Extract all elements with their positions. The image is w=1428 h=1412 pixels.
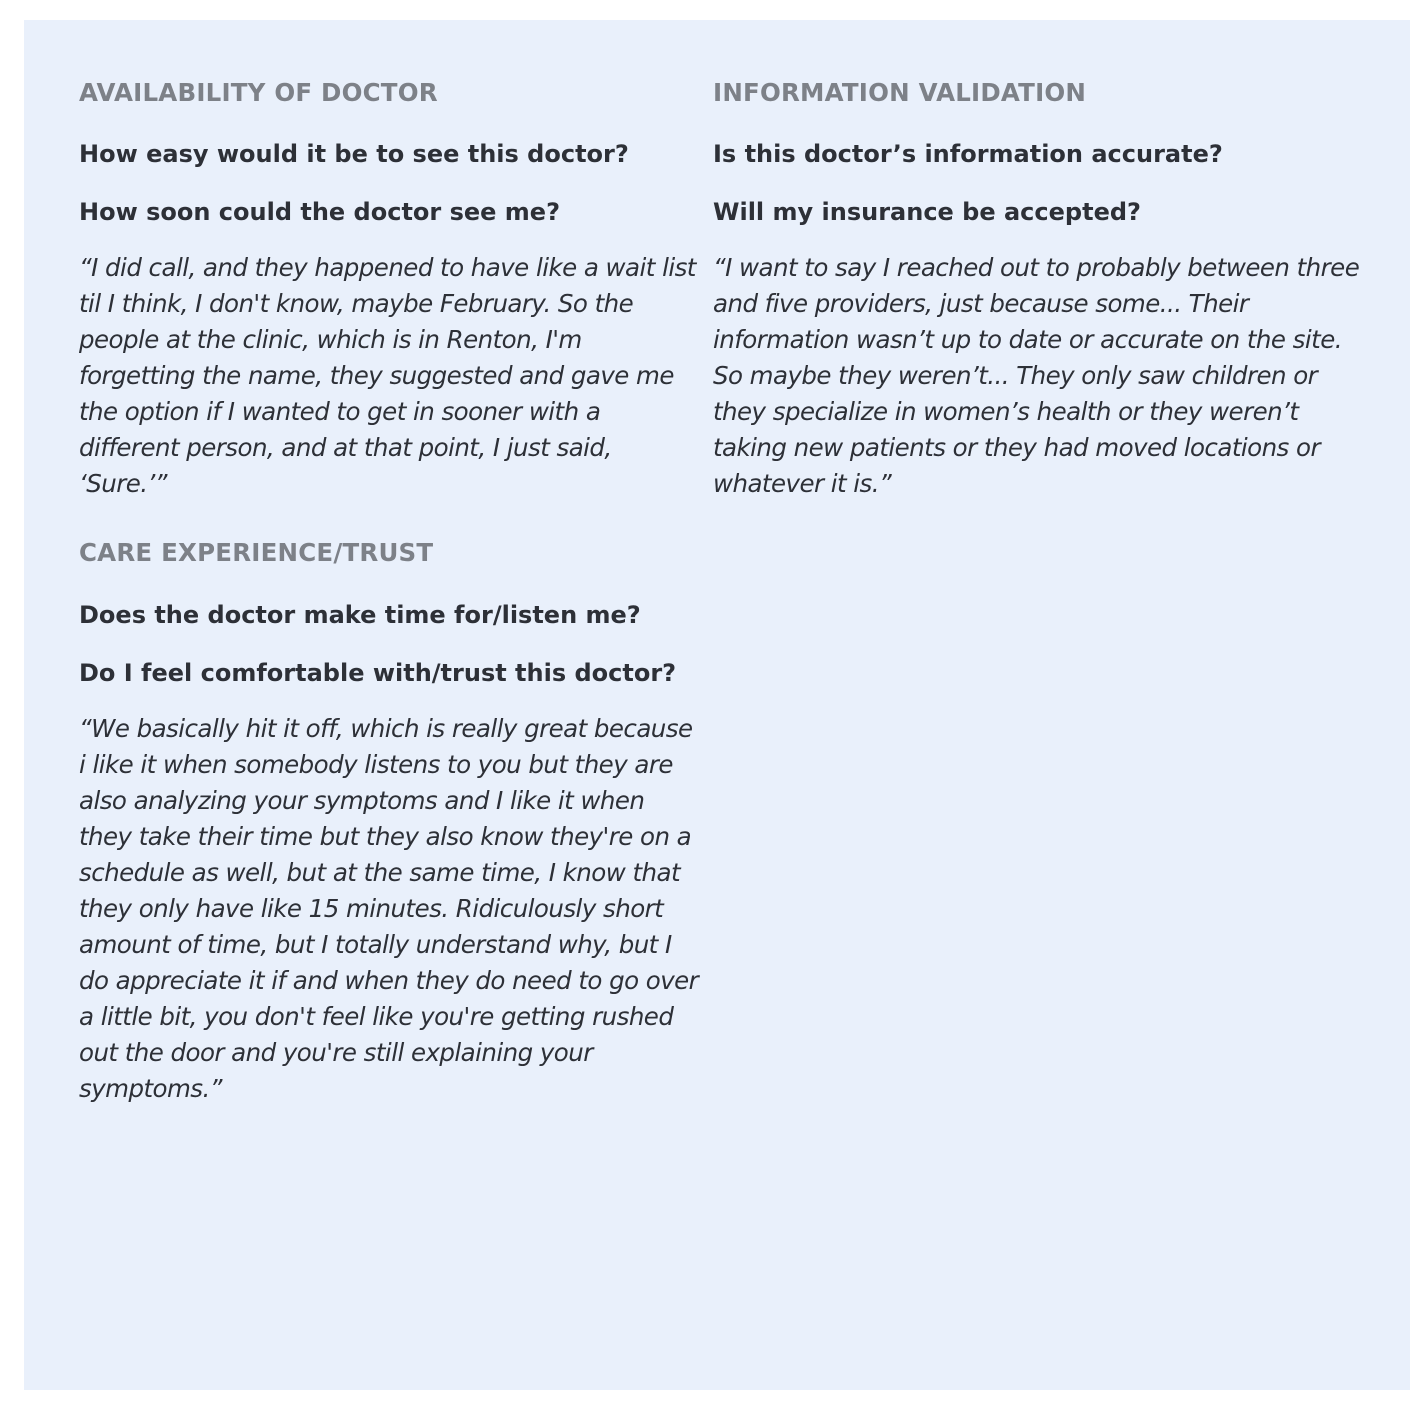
section-availability-of-doctor xyxy=(79,78,704,502)
right-column xyxy=(713,78,1373,538)
question: How easy would it be to see this doctor? xyxy=(79,140,629,169)
quote: “I want to say I reached out to probably between three and five providers, just because some... Their information wasn’t up to date or accurate on the site. So maybe they weren’t... They only saw children or they specialize in women’s health or they weren’t taking new patients or they had moved locations or whatever it is.” xyxy=(713,253,1360,499)
section-heading: AVAILABILITY OF DOCTOR xyxy=(79,78,438,107)
left-column xyxy=(79,78,704,1143)
section-care-experience-trust xyxy=(79,538,704,1106)
question: Does the doctor make time for/listen me? xyxy=(79,600,641,629)
question: Will my insurance be accepted? xyxy=(713,198,1141,227)
section-information-validation xyxy=(713,78,1373,502)
question: Is this doctor’s information accurate? xyxy=(713,140,1223,169)
section-heading: CARE EXPERIENCE/TRUST xyxy=(79,538,434,568)
question: How soon could the doctor see me? xyxy=(79,198,561,227)
section-heading: INFORMATION VALIDATION xyxy=(713,78,1087,107)
content-panel xyxy=(24,20,1410,1390)
question: Do I feel comfortable with/trust this doctor? xyxy=(79,658,677,687)
quote: “I did call, and they happened to have like a wait list til I think, I don't know, maybe February. So the people at the clinic, which is in Renton, I'm forgetting the name, they suggested and gave me the option if I wanted to get in sooner with a different person, and at that point, I just said, ‘Sure.’” xyxy=(79,253,696,499)
quote: “We basically hit it off, which is really great because i like it when somebody listens to you but they are also analyzing your symptoms and I like it when they take their time but they also know they're on a schedule as well, but at the same time, I know that they only have like 15 minutes. Ridiculously short amount of time, but I totally understand why, but I do appreciate it if and when they do need to go over a little bit, you don't feel like you're getting rushed out the door and you're still explaining your symptoms.” xyxy=(79,713,699,1103)
